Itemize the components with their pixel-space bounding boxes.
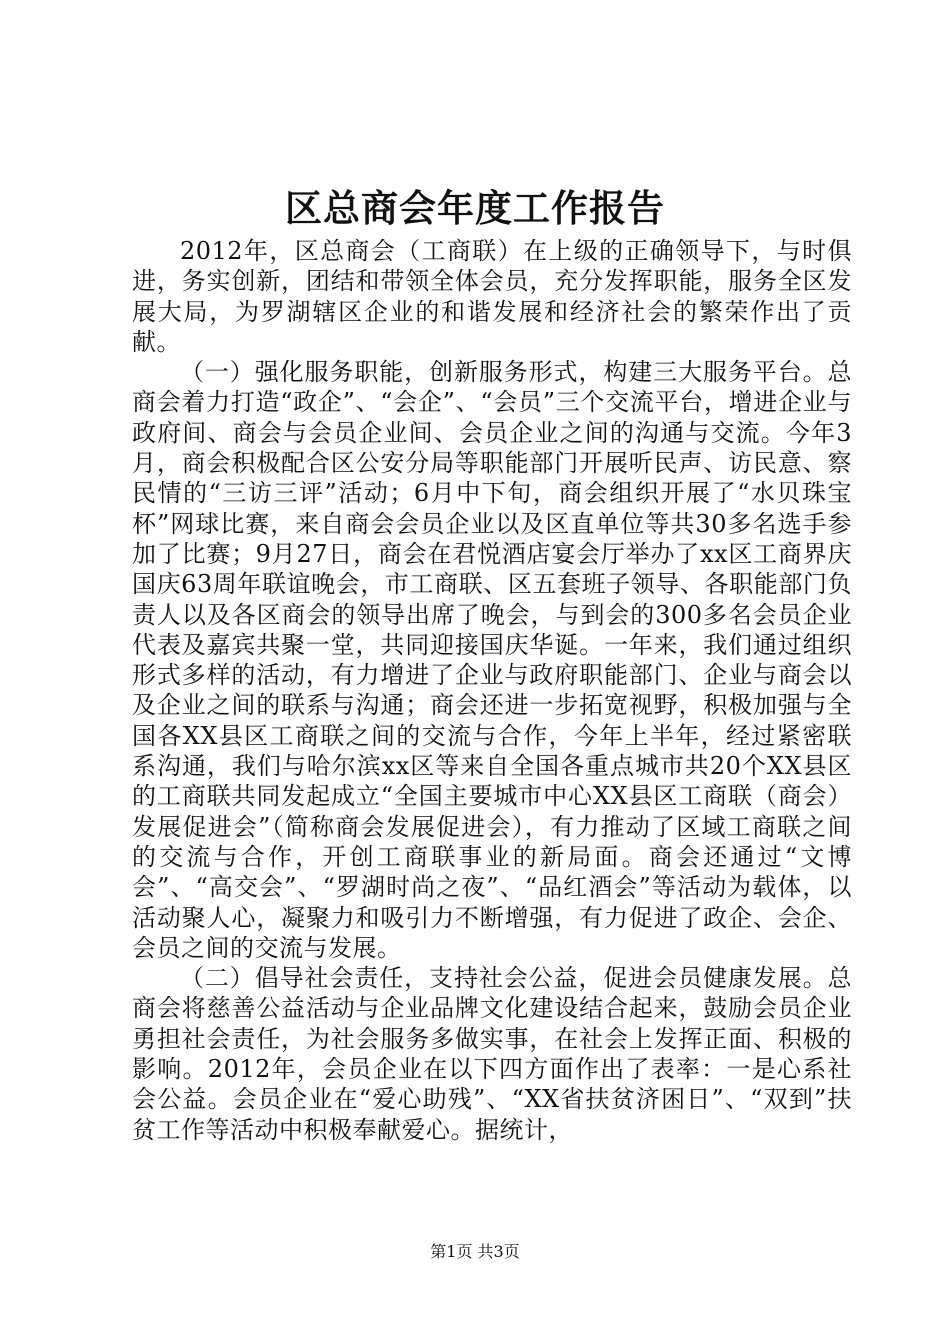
document-body [132, 236, 852, 1145]
paragraph-section-two: （二）倡导社会责任，支持社会公益，促进会员健康发展。总商会将慈善公益活动与企业品牌文化建设结合起来，鼓励会员企业勇担社会责任，为社会服务多做实事，在社会上发挥正面、积极的影响。2012年，会员企业在以下四方面作出了表率：一是心系社会公益。会员企业在“爱心助残”、“XX省扶贫济困日”、“双到”扶贫工作等活动中积极奉献爱心。据统计， [132, 964, 852, 1144]
paragraph-intro: 2012年，区总商会（工商联）在上级的正确领导下，与时俱进，务实创新，团结和带领全体会员，充分发挥职能，服务全区发展大局，为罗湖辖区企业的和谐发展和经济社会的繁荣作出了贡献。 [132, 237, 852, 356]
page-footer: 第1页 共3页 [430, 1242, 520, 1261]
paragraph-section-one: （一）强化服务职能，创新服务形式，构建三大服务平台。总商会着力打造“政企”、“会企”、“会员”三个交流平台，增进企业与政府间、商会与会员企业间、会员企业之间的沟通与交流。今年3月，商会积极配合区公安分局等职能部门开展听民声、访民意、察民情的“三访三评”活动；6月中下旬，商会组织开展了“水贝珠宝杯”网球比赛，来自商会会员企业以及区直单位等共30多名选手参加了比赛；9月27日，商会在君悦酒店宴会厅举办了xx区工商界庆国庆63周年联谊晚会，市工商联、区五套班子领导、各职能部门负责人以及各区商会的领导出席了晚会，与到会的300多名会员企业代表及嘉宾共聚一堂，共同迎接国庆华诞。一年来，我们通过组织形式多样的活动，有力增进了企业与政府职能部门、企业与商会以及企业之间的联系与沟通；商会还进一步拓宽视野，积极加强与全国各XX县区工商联之间的交流与合作，今年上半年，经过紧密联系沟通，我们与哈尔滨xx区等来自全国各重点城市共20个XX县区的工商联共同发起成立“全国主要城市中心XX县区工商联（商会）发展促进会”（简称商会发展促进会），有力推动了区域工商联之间的交流与合作，开创工商联事业的新局面。商会还通过“文博会”、“高交会”、“罗湖时尚之夜”、“品红酒会”等活动为载体，以活动聚人心，凝聚力和吸引力不断增强，有力促进了政企、会企、会员之间的交流与发展。 [132, 358, 852, 962]
document-title: 区总商会年度工作报告 [285, 186, 665, 230]
